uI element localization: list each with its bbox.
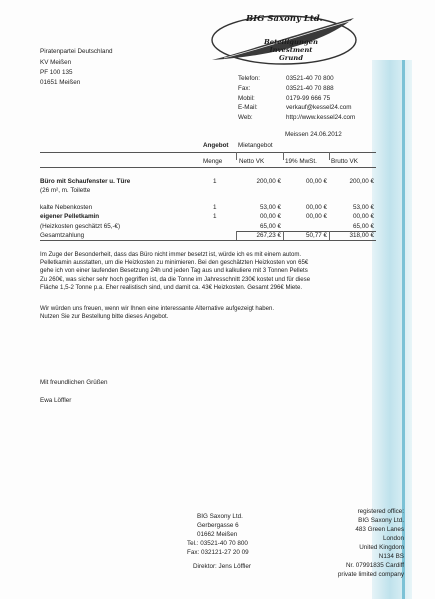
signer-name: Ewa Löffler (40, 397, 72, 404)
offer-subtitle: Mietangebot (238, 142, 273, 149)
col-header-qty: Menge (203, 158, 223, 165)
col-header-net: Netto VK (239, 158, 265, 165)
col-header-vat: 19% MwSt. (285, 158, 317, 165)
closing-greeting: Mit freundlichen Grüßen (40, 379, 108, 386)
body-paragraph-1: Im Zuge der Besonderheit, dass das Büro nicht immer besetzt ist, würde ich es mit einem autom. Pelletkamin ausstatten, um die Heizkosten zu minimieren. Bei den geschätzten Heizkosten von 65€ gehe ich von einer laufenden Besetzung 24h und jeden Tag aus und kalkuliere mit 3 Tonnen Pellets Zu 260€, was sicher sehr hoch gegriffen ist, da die Tonne im Jahresschnitt 230€ kostet und für diese Fläche 1,5-2 Tonne p.a. Eher realistisch sind, und damit ca. 43€ Heizkosten. Gesamt 296€ Miete. (40, 251, 311, 291)
body-paragraph-2: Wir würden uns freuen, wenn wir Ihnen eine interessante Alternative aufgezeigt haben. Nutzen Sie zur Bestellung bitte dieses Angebot. (40, 305, 275, 321)
col-header-gross: Brutto VK (331, 158, 358, 165)
letter-date: Meissen 24.06.2012 (285, 131, 342, 138)
offer-title: Angebot (203, 142, 229, 149)
logo-tagline: Beteiligungen Investment Grund (264, 38, 318, 62)
letter-page: BIG Saxony Ltd. Beteiligungen Investment Grund Piratenpartei Deutschland KV Meißen PF 100 135 01651 Meißen Telefon: Fax: Mobil: E-Mail: Web: 03521-40 70 800 03521-40 70 888 0179-99 666 75 verkauf@kessel24.com http://www.kessel24.com Meissen 24.06.2012 Angebot Mietangebot Menge Netto VK 19% MwSt. Brutto VK Büro mit Schaufenster u. Türe 1 200,00 € 00,00 € 200,00 € (26 m², m. Toilette kalte Nebenkosten 1 53,00 € 00,00 € 53,00 € eigener Pelletkamin 1 00,00 € 00,00 € 00,00 € (Heizkosten geschätzt 65,-€) 65,00 € 65,00 € Gesamtzahlung 267,23 € 50,77 € 318,00 € Im Zuge der Besonderheit, dass das Büro nicht immer besetzt ist, würde ich es mit einem autom. Pelletkamin ausstatten, um die Heizkosten zu minimieren. Bei den geschätzten Heizkosten von 65€ gehe ich von einer laufenden Besetzung 24h und jeden Tag aus und kalkuliere mit 3 Tonnen Pellets Zu 260€, was sicher sehr hoch gegriffen ist, da die Tonne im Jahresschnitt 230€ kostet und für diese Fläche 1,5-2 Tonne p.a. Eher realistisch sind, und damit ca. 43€ Heizkosten. Gesamt 296€ Miete. Wir würden uns freuen, wenn wir Ihnen eine interessante Alternative aufgezeigt haben. Nutzen Sie zur Bestellung bitte dieses Angebot. Mit freundlichen Grüßen Ewa Löffler BIG Saxony Ltd. Gerbergasse 6 01662 Meißen Tel.: 03521-40 70 800 Fax: 032121-27 20 09 Direktor: Jens Löffler registered office: BIG Saxony Ltd. 483 Green Lanes London United Kingdom N134 BS Nr. 07991835 Cardiff private limited company (0, 0, 435, 599)
logo-company-name: BIG Saxony Ltd. (246, 14, 323, 24)
footer-director: Direktor: Jens Löffler (193, 563, 251, 570)
